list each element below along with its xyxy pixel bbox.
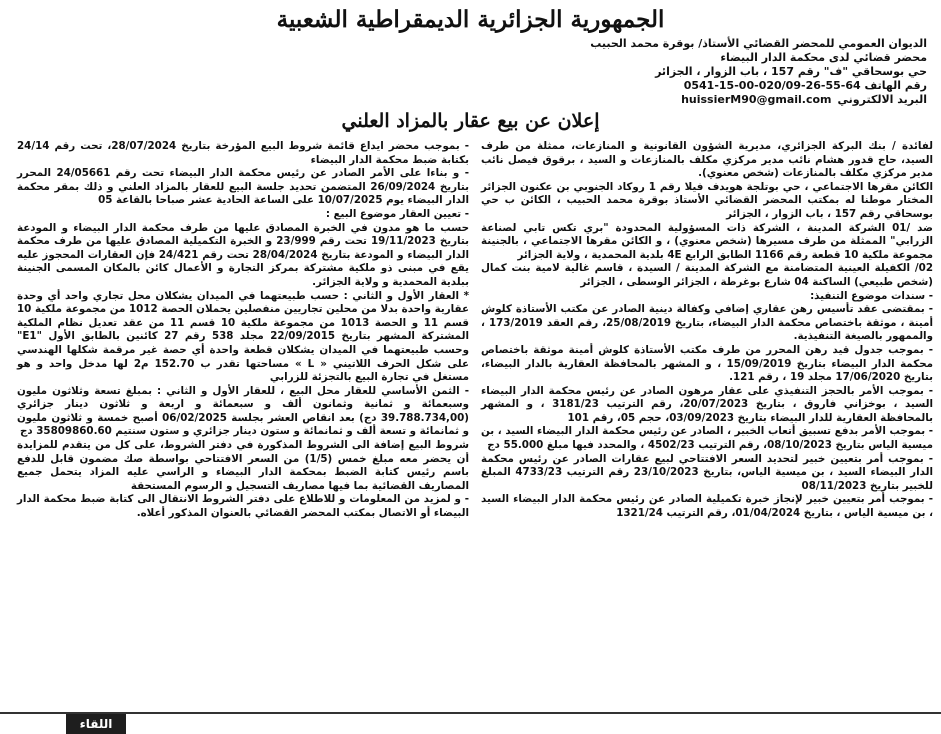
- announcement-title: إعلان عن بيع عقار بالمزاد العلني: [341, 110, 600, 132]
- email-label: البريد الالكتروني: [837, 93, 927, 106]
- newspaper-tag: اللقاء: [66, 714, 126, 734]
- right-column: [481, 140, 933, 521]
- page-footer: [0, 712, 941, 734]
- body-columns: [8, 140, 933, 521]
- paragraph: - تعيين العقار موضوع البيع :: [325, 207, 469, 220]
- email-value: huissierM90@gmail.com: [681, 93, 832, 106]
- paragraph: - بموجب أمر بتعيين خبير لإنجاز خبرة تكميلية الصادر عن رئيس محكمة الدار البيضاء السيد ، بن ميسية الياس ، بتاريخ 01/04/2024، رقم الترتيب 1321/24: [481, 493, 933, 520]
- paragraph: الكائن مقرها الاجتماعي ، حي بوتلجة هويدف فيلا رقم 1 روكاد الجنوبي بن عكنون الجزائر المختار موطنا له بمكتب المحضر القضائي الأستاذ بوقرة محمد الحبيب ، الكائن ب حي بوسحاقي رقم 157 ، باب الزوار ، الجزائر: [481, 180, 933, 220]
- paragraph: - بمقتضى عقد تأسيس رهن عقاري إضافي وكفالة دينية الصادر عن مكتب الأستاذة كلوش أمينة ، موثقة باختصاص محكمة الدار البيضاء، بتاريخ 25/08/2019، رقم العقد 173/2019 ، والممهور بالصيغة التنفيذية.: [481, 303, 934, 343]
- paragraph: - بموجب الأمر بالحجز التنفيذي على عقار مرهون الصادر عن رئيس محكمة الدار البيضاء السيد ، بوخزاني فاروق ، بتاريخ 20/07/2023، رقم الترتيب 3181/23 ، و المشهر بالمحافظة العقارية للدار البيضاء بتاريخ 03/09/2023، حجم 05، رقم 101: [481, 384, 934, 424]
- email-line: [8, 93, 927, 107]
- paragraph: ضد /01 الشركة المدينة ، الشركة ذات المسؤولية المحدودة "بري تكس تابي لصناعة الزرابي" الممثلة من طرف مسيرها (شخص معنوي) ، و الكائن مقرها الاجتماعي ، بالجنينة مجموعة ملكية 10 قطعة رقم 1166 الطابق الرابع 4E بلدية المحمدية ، ولاية الجزائر: [481, 221, 934, 261]
- bailiff-header: [8, 37, 927, 107]
- address-line: حي بوسحاقي "ف" رقم 157 ، باب الزوار ، الجزائر: [655, 65, 927, 78]
- paragraph: - بموجب أمر بتعيين خبير لتحديد السعر الافتتاحي لبيع عقارات الصادر عن رئيس محكمة الدار البيضاء السيد ، بن ميسية الياس، بتاريخ 23/10/2023 رقم الترتيب 4733/23 المبلغ للخبير بتاريخ 08/11/2023: [481, 452, 933, 492]
- paragraph: لفائدة / بنك البركة الجزائري، مديرية الشؤون القانونية و المنازعات، ممثلة من طرف السيد، حاج قدور هشام نائب مدير مركزي مكلف بالمنازعات و السيد ، برقوق فيصل نائب مدير مركزي مكلف بالمنازعات (شخص معنوي).: [481, 140, 933, 180]
- paragraph: - و لمزيد من المعلومات و للاطلاع على دفتر الشروط الانتقال الى كتابة ضبط محكمة الدار البيضاء أو الاتصال بمكتب المحضر القضائي بالعنوان المذكور أعلاه.: [17, 493, 469, 520]
- paragraph: - الثمن الأساسي للعقار محل البيع ، للعقار الأول و الثاني : بمبلغ تسعة وثلاثون مليون وسبعمائة و ثمانية وثمانون ألف و سبعمائة و اربعة و ثلاثون دينار جزائري (39.788.734,00 دج) بعد انقاص العشر بجلسة 06/02/2025 أصبح خمسة و ثلاثون مليون و ثمانمائة و تسعة ألف و ثمانمائة و ستون دينار جزائري و ستون سنتيم 35809860.60 دج: [17, 384, 469, 438]
- paragraph: حسب ما هو مدون في الخبرة المصادق عليها من طرف محكمة الدار البيضاء و المودعة بتاريخ 19/11/2023 تحت رقم 23/999 و الخبرة التكميلية المصادق عليها من طرف محكمة الدار البيضاء و المودعة بتاريخ 28/04/2024 تحت رقم 24/421 فإن العقارات المحجوز عليه يقع في مبنى ذو ملكية مشتركة بمركز التجارة و الأعمال كائن بالمكان المسمى الجنينة ببلدية المحمدية و ولاية الجزائر.: [17, 221, 469, 288]
- phone-line: رقم الهاتف 64-55-26-020/09-00-15-0541: [683, 79, 927, 92]
- paragraph: 02/ الكفيلة العينية المتضامنة مع الشركة المدينة / السيدة ، قاسم غالية لامية بنت كمال (شخص طبيعي) الساكنة 04 شارع بوغرطة ، الجزائر الوسطى ، الجزائر: [481, 262, 933, 288]
- paragraph: - و بناءا على الأمر الصادر عن رئيس محكمة الدار البيضاء تحت رقم 24/05661 المحرر بتاريخ 26/09/2024 المتضمن تحديد جلسة البيع للعقار بالمزاد العلني و ذلك بمقر محكمة الدار البيضاء يوم 10/07/2025 على الساعة الحادية عشر صباحا بالقاعة 05: [17, 167, 469, 207]
- paragraph: - بموجب محضر ايداع قائمة شروط البيع المؤرخة بتاريخ 28/07/2024، تحت رقم 24/14 بكتابة ضبط محكمة الدار البيضاء: [17, 140, 469, 166]
- paragraph: - بموجب الأمر بدفع تسبيق أتعاب الخبير ، الصادر عن رئيس محكمة الدار البيضاء السيد ، بن ميسية الياس بتاريخ 08/10/2023، رقم الترتيب 4502/23 ، والمحدد فيها مبلغ 55.000 دج: [481, 425, 933, 452]
- paragraph: - بموجب جدول قيد رهن المحرر من طرف مكتب الأستاذة كلوش أمينة موثقة باختصاص محكمة الدار البيضاء بتاريخ 15/09/2019 ، و المشهر بالمحافظة العقارية بالدار البيضاء، بتاريخ 17/06/2020 مجلد 19 ، رقم 121.: [481, 343, 933, 384]
- role-line: محضر قضائي لدى محكمة الدار البيضاء: [720, 51, 927, 64]
- paragraph: * العقار الأول و الثاني : حسب طبيعتهما في الميدان يشكلان محل تجاري واحد أي وحدة عقارية واحدة بدلا من محلين تجاريين منفصلين يحملان الحصة 1012 من مجموعة ملكية 10 قسم 11 و الحصة 1013 من مجموعة ملكية 10 قسم 11 من عقد تعديل نظام الملكية المشتركة المشهر بتاريخ 22/09/2015 مجلد 538 رقم 27 كائنين بالطابق الأول "E1" وحسب طبيعتهما في الميدان يشكلان قطعة واحدة أي حصة غير مرقمة شكلها الهندسي على شكل الحرف اللاتيني « L » مساحتها تقدر ب 152.70 م2 لها مدخل واحد و هو مستغل في تجارة البيع بالتجزئة للزرابي: [17, 289, 470, 384]
- left-column: [17, 140, 469, 521]
- office-line: الديوان العمومي للمحضر القضائي الأستاذ/ بوقرة محمد الحبيب: [590, 37, 927, 50]
- paragraph: - سندات موضوع التنفيذ:: [810, 289, 933, 302]
- paragraph: شروط البيع إضافة الى الشروط المذكورة في دفتر الشروط، على كل من يتقدم للمزايدة أن يحضر معه مبلغ خمس (1/5) من السعر الافتتاحي بواسطة صك مضمون قابل للدفع باسم رئيس كتابة الضبط بمحكمة الدار البيضاء و الراسي عليه المزاد يتحمل جميع المصاريف القضائية بما فيها مصاريف التسجيل و الرسوم المستحقة: [17, 439, 469, 492]
- republic-heading: الجمهورية الجزائرية الديمقراطية الشعبية: [276, 6, 665, 33]
